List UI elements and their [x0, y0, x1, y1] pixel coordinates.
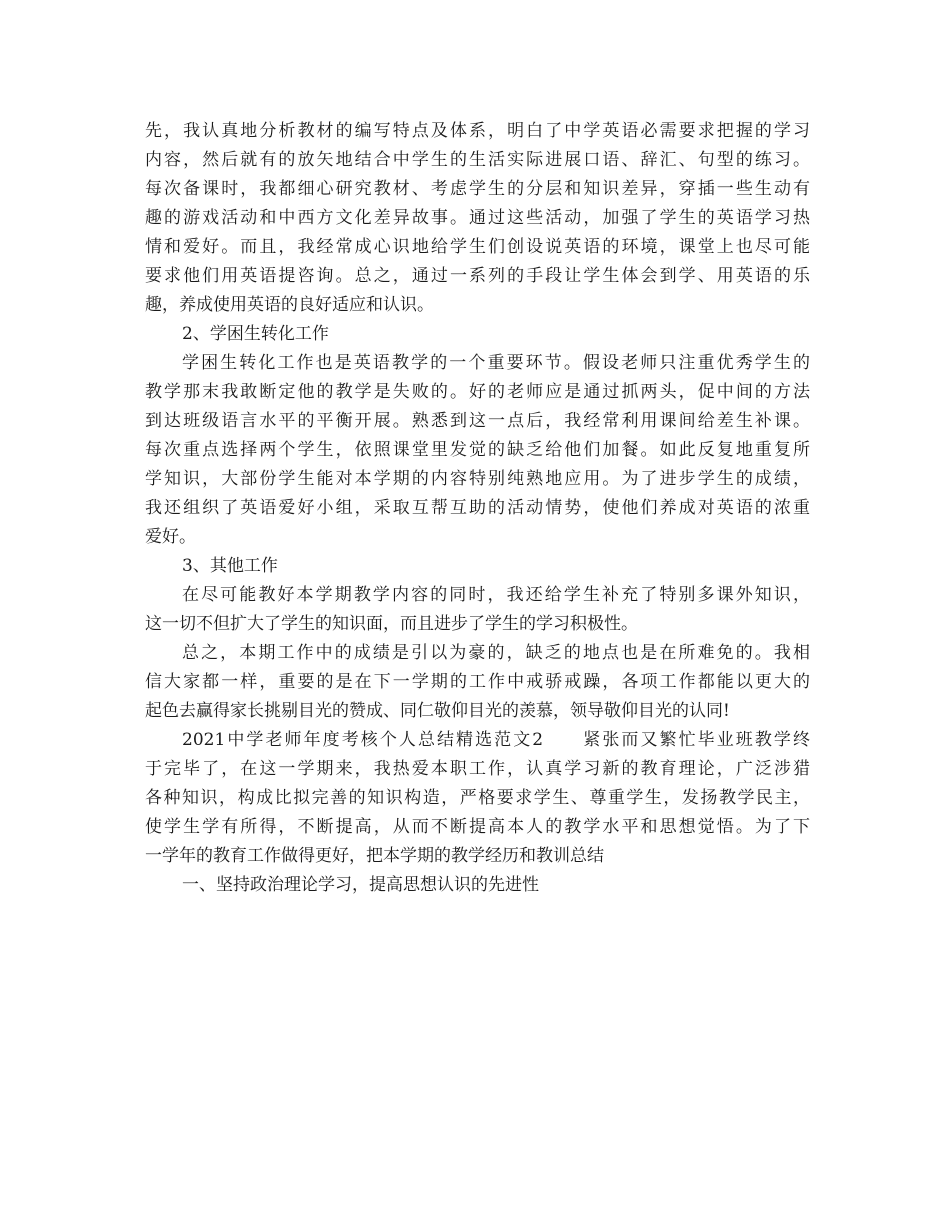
text-line: 情和爱好。而且，我经常成心识地给学生们创设说英语的环境，课堂上也尽可能: [145, 237, 810, 257]
text-line: 到达班级语言水平的平衡开展。熟悉到这一点后，我经常利用课间给差生补课。: [145, 411, 810, 431]
text-line: 总之，本期工作中的成绩是引以为豪的，缺乏的地点也是在所难免的。我相: [182, 643, 810, 663]
text-line: 爱好。: [145, 527, 196, 547]
text-line: 一学年的教育工作做得更好，把本学期的教学经历和教训总结: [145, 846, 604, 866]
text-line: 使学生学有所得，不断提高，从而不断提高本人的教学水平和思想觉悟。为了下: [145, 817, 810, 837]
text-line: 信大家都一样，重要的是在下一学期的工作中戒骄戒躁，各项工作都能以更大的: [145, 672, 810, 692]
text-line: 各种知识，构成比拟完善的知识构造，严格要求学生、尊重学生，发扬教学民主，: [145, 788, 810, 808]
text-line: 要求他们用英语提咨询。总之，通过一系列的手段让学生体会到学、用英语的乐: [145, 266, 810, 286]
text-line: 先，我认真地分析教材的编写特点及体系，明白了中学英语必需要求把握的学习: [145, 121, 810, 141]
text-line: 我还组织了英语爱好小组，采取互帮互助的活动情势，使他们养成对英语的浓重: [145, 498, 810, 518]
text-line: 2021中学老师年度考核个人总结精选范文2 紧张而又繁忙毕业班教学终: [182, 730, 810, 750]
section-heading: 2、学困生转化工作: [182, 324, 329, 344]
text-line: 起色去赢得家长挑剔目光的赞成、同仁敬仰目光的羡慕，领导敬仰目光的认同!: [145, 701, 730, 721]
text-line: 于完毕了，在这一学期来，我热爱本职工作，认真学习新的教育理论，广泛涉猎: [145, 759, 810, 779]
text-line: 这一切不但扩大了学生的知识面，而且进步了学生的学习积极性。: [145, 614, 638, 634]
text-line: 趣，养成使用英语的良好适应和认识。: [145, 295, 434, 315]
text-line: 教学那末我敢断定他的教学是失败的。好的老师应是通过抓两头，促中间的方法: [145, 382, 810, 402]
text-line: 趣的游戏活动和中西方文化差异故事。通过这些活动，加强了学生的英语学习热: [145, 208, 810, 228]
text-line: 内容，然后就有的放矢地结合中学生的生活实际进展口语、辞汇、句型的练习。: [145, 150, 810, 170]
text-line: 学知识，大部份学生能对本学期的内容特别纯熟地应用。为了进步学生的成绩，: [145, 469, 810, 489]
section-heading: 3、其他工作: [182, 556, 278, 576]
text-line: 在尽可能教好本学期教学内容的同时，我还给学生补充了特别多课外知识，: [182, 585, 810, 605]
text-line: 每次备课时，我都细心研究教材、考虑学生的分层和知识差异，穿插一些生动有: [145, 179, 810, 199]
text-line: 学困生转化工作也是英语教学的一个重要环节。假设老师只注重优秀学生的: [182, 353, 810, 373]
text-line: 每次重点选择两个学生，依照课堂里发觉的缺乏给他们加餐。如此反复地重复所: [145, 440, 810, 460]
section-heading: 一、坚持政治理论学习，提高思想认识的先进性: [182, 875, 539, 895]
